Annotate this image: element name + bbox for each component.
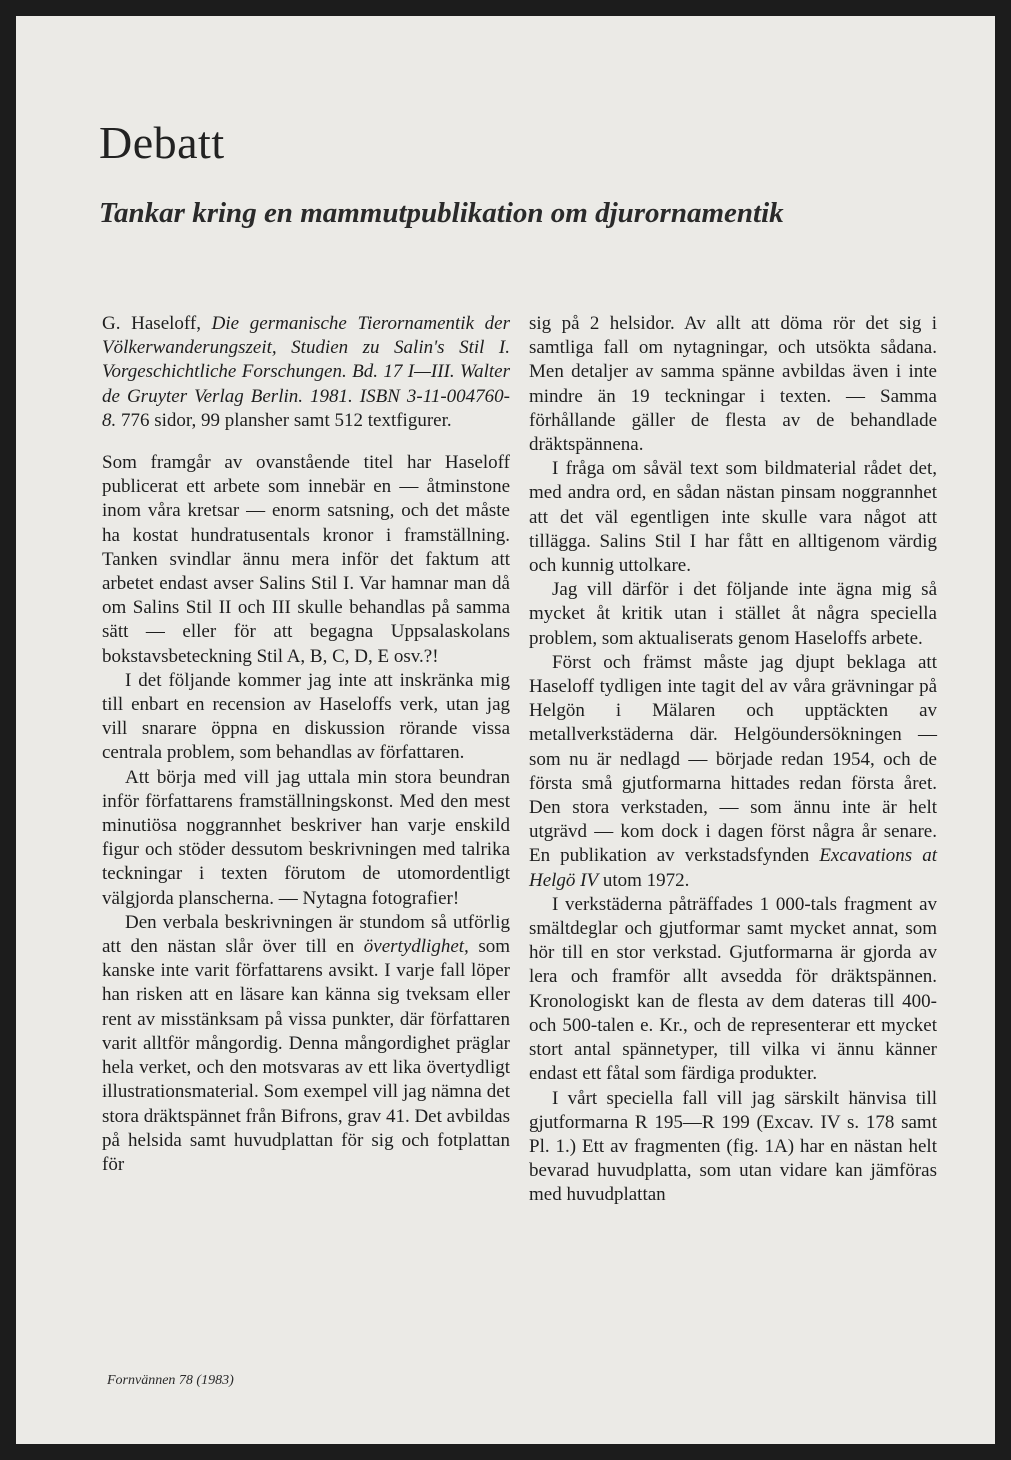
reference-extent: 776 sidor, 99 plansher samt 512 textfigurer. xyxy=(121,409,452,431)
paragraph: I det följande kommer jag inte att inskränka mig till enbart en recension av Haseloffs verk, utan jag vill snarare öppna en diskussion rörande vissa centrala problem, som behandlas av författaren. xyxy=(102,669,510,764)
journal-footer: Fornvännen 78 (1983) xyxy=(107,1373,234,1388)
paragraph xyxy=(102,911,510,1177)
paragraph: I vårt speciella fall vill jag särskilt hänvisa till gjutformarna R 195—R 199 (Excav. IV s. 178 samt Pl. 1.) Ett av fragmenten (fig. 1A) har en nästan helt bevarad huvudplatta, som utan vidare kan jämföras med huvudplattan xyxy=(529,1087,937,1206)
section-title: Debatt xyxy=(99,117,225,168)
paragraph: I verkstäderna påträffades 1 000-tals fragment av smältdeglar och gjutformar samt mycket annat, som hör till en stor verkstad. Gjutformarna är gjorda av lera och framför allt avsedda för dräktspännen. Kronologiskt kan de flesta av dem dateras till 400- och 500-talen e. Kr., och de representerar ett mycket stort antal spännetyper, till vilka vi ännu känner endast ett fåtal som färdiga produkter. xyxy=(529,893,937,1085)
paragraph-text: utom 1972. xyxy=(602,869,690,891)
paragraph-emphasis: Excavations at Helgö IV xyxy=(529,845,938,891)
journal-page xyxy=(16,16,995,1444)
book-reference xyxy=(102,312,510,433)
paragraph xyxy=(529,651,937,893)
paragraph: Som framgår av ovanstående titel har Haseloff publicerat ett arbete som innebär en — åtminstone inom våra kretsar — enorm satsning, och det måste ha kostat hundratusentals kronor i framställning. Tanken svindlar ännu mera inför det faktum att arbetet endast avser Salins Stil I. Var hamnar man då om Salins Stil II och III skulle behandlas på samma sätt — eller för att begagna Uppsalaskolans bokstavsbeteckning Stil A, B, C, D, E osv.?! xyxy=(102,452,510,667)
paragraph-emphasis: övertydlighet, xyxy=(363,936,469,958)
reference-title: Die germanische Tierornamentik der Völkerwanderungszeit, Studien zu Salin's Stil I. Vorgeschichtliche Forschungen. Bd. 17 I—III. Walter de Gruyter Verlag Berlin. 1981. ISBN 3-11-004760-8. xyxy=(102,313,511,431)
paragraph: Jag vill därför i det följande inte ägna mig så mycket åt kritik utan i stället åt några speciella problem, som aktualiserats genom Haseloffs arbete. xyxy=(529,579,937,649)
paragraph: Att börja med vill jag uttala min stora beundran inför författarens framställningskonst. Med den mest minutiösa noggrannhet beskriver han varje enskild figur och stöder dessutom beskrivningen med talrika teckningar i texten förutom de utomordentligt välgjorda planscherna. — Nytagna fotografier! xyxy=(102,766,510,909)
reference-author: G. Haseloff, xyxy=(102,313,201,334)
right-column xyxy=(529,312,937,1208)
paragraph: sig på 2 helsidor. Av allt att döma rör det sig i samtliga fall om nytagningar, och utsökta sådana. Men detaljer av samma spänne avbildas även i inte mindre än 19 teckningar i texten. — Samma förhållande gäller de flesta av de behandlade dräktspännena. xyxy=(529,313,937,456)
paragraph: I fråga om såväl text som bildmaterial rådet det, med andra ord, en sådan nästan pinsam noggrannhet att det väl egentligen inte skulle vara något att tillägga. Salins Stil I har fått en alltigenom värdig och kunnig uttolkare. xyxy=(529,458,937,577)
paragraph-text: Den verbala beskrivningen är stundom så utförlig att den nästan slår över till en xyxy=(102,911,510,958)
paragraph-text: som kanske inte varit författarens avsikt. I varje fall löper han risken att en läsare kan känna sig tveksam eller rent av misstänksam på vissa punkter, där författaren varit alltför mångordig. Denna mångordighet präglar hela verket, och den motsvaras av ett lika övertydligt illustrationsmaterial. Som exempel vill jag nämna det stora dräktspännet från Bifrons, grav 41. Det avbildas på helsida samt huvudplattan för sig och fotplattan för xyxy=(102,936,510,1175)
left-column xyxy=(102,312,510,1177)
article-title: Tankar kring en mammutpublikation om djurornamentik xyxy=(99,197,784,229)
paragraph-text: Först och främst måste jag djupt beklaga att Haseloff tydligen inte tagit del av våra grävningar på Helgön i Mälaren och upptäckten av metallverkstäderna där. Helgöundersökningen — som nu är nedlagd — började redan 1954, och de första små gjutformarna hittades redan första året. Den stora verkstaden, — som ännu inte är helt utgrävd — kom dock i dagen först några år senare. En publikation av verkstadsfynden xyxy=(529,651,937,867)
